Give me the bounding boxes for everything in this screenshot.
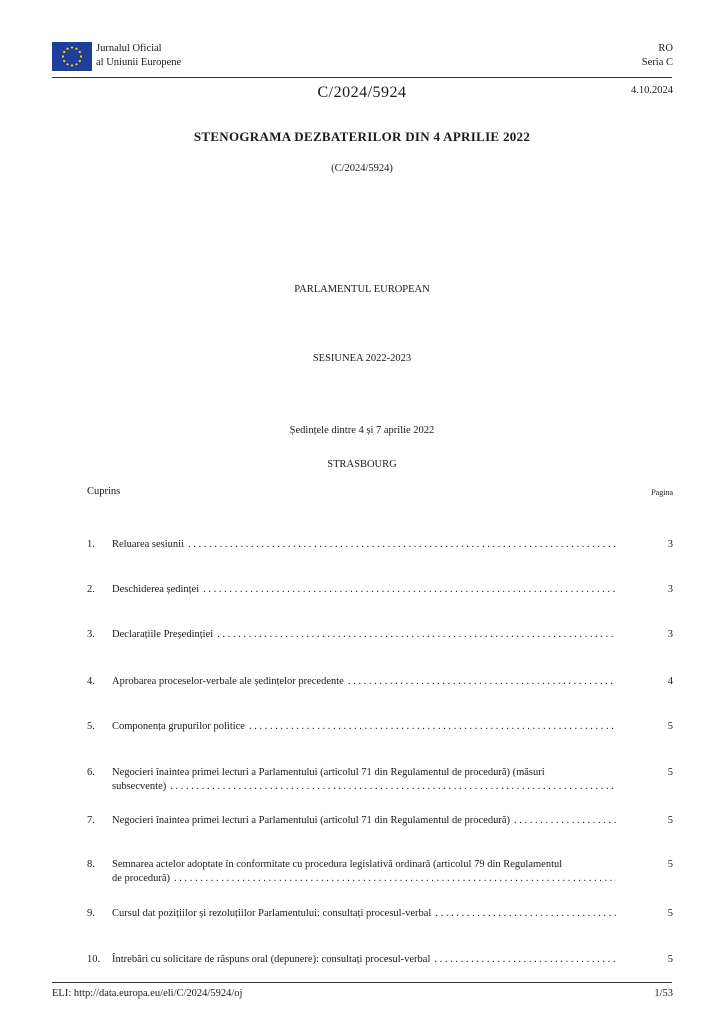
footer-divider [52, 982, 672, 983]
toc-item-text-line-1: Semnarea actelor adoptate în conformitate cu procedura legislativă ordinară (articolul 79 din Regulamentul [112, 859, 563, 870]
toc-item-text-line-2: subsecvente) [112, 781, 167, 792]
sitting-place: STRASBOURG [327, 459, 397, 470]
toc-leader-dots [434, 953, 616, 967]
journal-line-2: al Uniunii Europene [96, 57, 182, 68]
eu-star [79, 60, 81, 62]
toc-item-number: 6. [87, 767, 95, 778]
toc-item-number: 5. [87, 721, 95, 732]
toc-item-text: Negocieri înaintea primei lecturi a Parlamentului (articolul 71 din Regulamentul de procedură) [112, 815, 510, 826]
toc-item-page: 5 [667, 767, 673, 778]
toc-item-text: Reluarea sesiunii [112, 539, 185, 550]
journal-line-1: Jurnalul Oficial [96, 43, 162, 54]
toc-item-text: Declarațiile Președinției [112, 629, 214, 640]
eu-star [79, 51, 81, 53]
toc-leader-dots [348, 675, 616, 689]
toc-page-heading: Pagina [651, 488, 673, 497]
eli-link[interactable]: ELI: http://data.europa.eu/eli/C/2024/5924/oj [52, 988, 243, 999]
toc-item-number: 2. [87, 584, 95, 595]
eu-flag-logo [52, 42, 92, 71]
document-title: STENOGRAMA DEZBATERILOR DIN 4 APRILIE 2022 [193, 129, 531, 144]
toc-item-text: Deschiderea ședinței [112, 584, 200, 595]
eu-star [80, 55, 82, 57]
toc-item-page: 5 [667, 859, 673, 870]
toc-heading: Cuprins [87, 486, 121, 497]
toc-item-number: 1. [87, 539, 95, 550]
toc-item-number: 4. [87, 676, 95, 687]
eu-star [63, 60, 65, 62]
sittings-dates: Ședințele dintre 4 și 7 aprilie 2022 [289, 425, 435, 436]
toc-item-text-line-1: Negocieri înaintea primei lecturi a Parlamentului (articolul 71 din Regulamentul de procedură) (măsuri [112, 767, 545, 778]
toc-item-text: Aprobarea proceselor-verbale ale ședințelor precedente [112, 676, 344, 687]
toc-leader-dots [514, 814, 616, 828]
language-code: RO [658, 43, 673, 54]
series-label: Seria C [641, 57, 673, 68]
toc-item-text-line-2: de procedură) [112, 873, 171, 884]
toc-item-page: 5 [667, 954, 673, 965]
institution-name: PARLAMENTUL EUROPEAN [294, 284, 430, 295]
toc-item-page: 5 [667, 908, 673, 919]
toc-item-text: Cursul dat pozițiilor și rezoluțiilor Parlamentului: consultați procesul-verbal [112, 908, 432, 919]
toc-leader-dots [435, 907, 616, 921]
document-id: C/2024/5924 [317, 84, 407, 101]
eu-star [71, 64, 73, 66]
session-label: SESIUNEA 2022-2023 [312, 353, 412, 364]
toc-item-number: 8. [87, 859, 95, 870]
eu-star [66, 63, 68, 65]
toc-leader-dots [174, 872, 616, 886]
page-number: 1/53 [654, 988, 673, 999]
eu-star [75, 63, 77, 65]
toc-item-number: 9. [87, 908, 95, 919]
eu-star [62, 55, 64, 57]
toc-item-page: 4 [667, 676, 673, 687]
journal-name [96, 42, 181, 70]
toc-item-number: 3. [87, 629, 95, 640]
toc-item-number: 7. [87, 815, 95, 826]
eu-star [75, 48, 77, 50]
toc-item-page: 3 [667, 539, 673, 550]
header-divider [52, 77, 672, 78]
toc-item-page: 5 [667, 721, 673, 732]
toc-item-text: Componența grupurilor politice [112, 721, 245, 732]
eu-star [71, 46, 73, 48]
eu-stars-icon [52, 42, 92, 71]
toc-leader-dots [188, 538, 616, 552]
document-subtitle: (C/2024/5924) [331, 163, 393, 174]
toc-item-text: Întrebări cu solicitare de răspuns oral (depunere): consultați procesul-verbal [112, 954, 431, 965]
toc-leader-dots [249, 720, 616, 734]
toc-item-page: 5 [667, 815, 673, 826]
toc-item-page: 3 [667, 629, 673, 640]
toc-leader-dots [203, 583, 616, 597]
toc-item-number: 10. [87, 954, 101, 965]
eu-star [63, 51, 65, 53]
toc-item-page: 3 [667, 584, 673, 595]
language-series [642, 42, 673, 70]
publication-date: 4.10.2024 [631, 85, 673, 96]
eu-star [66, 48, 68, 50]
toc-leader-dots [170, 780, 616, 794]
toc-leader-dots [217, 628, 616, 642]
